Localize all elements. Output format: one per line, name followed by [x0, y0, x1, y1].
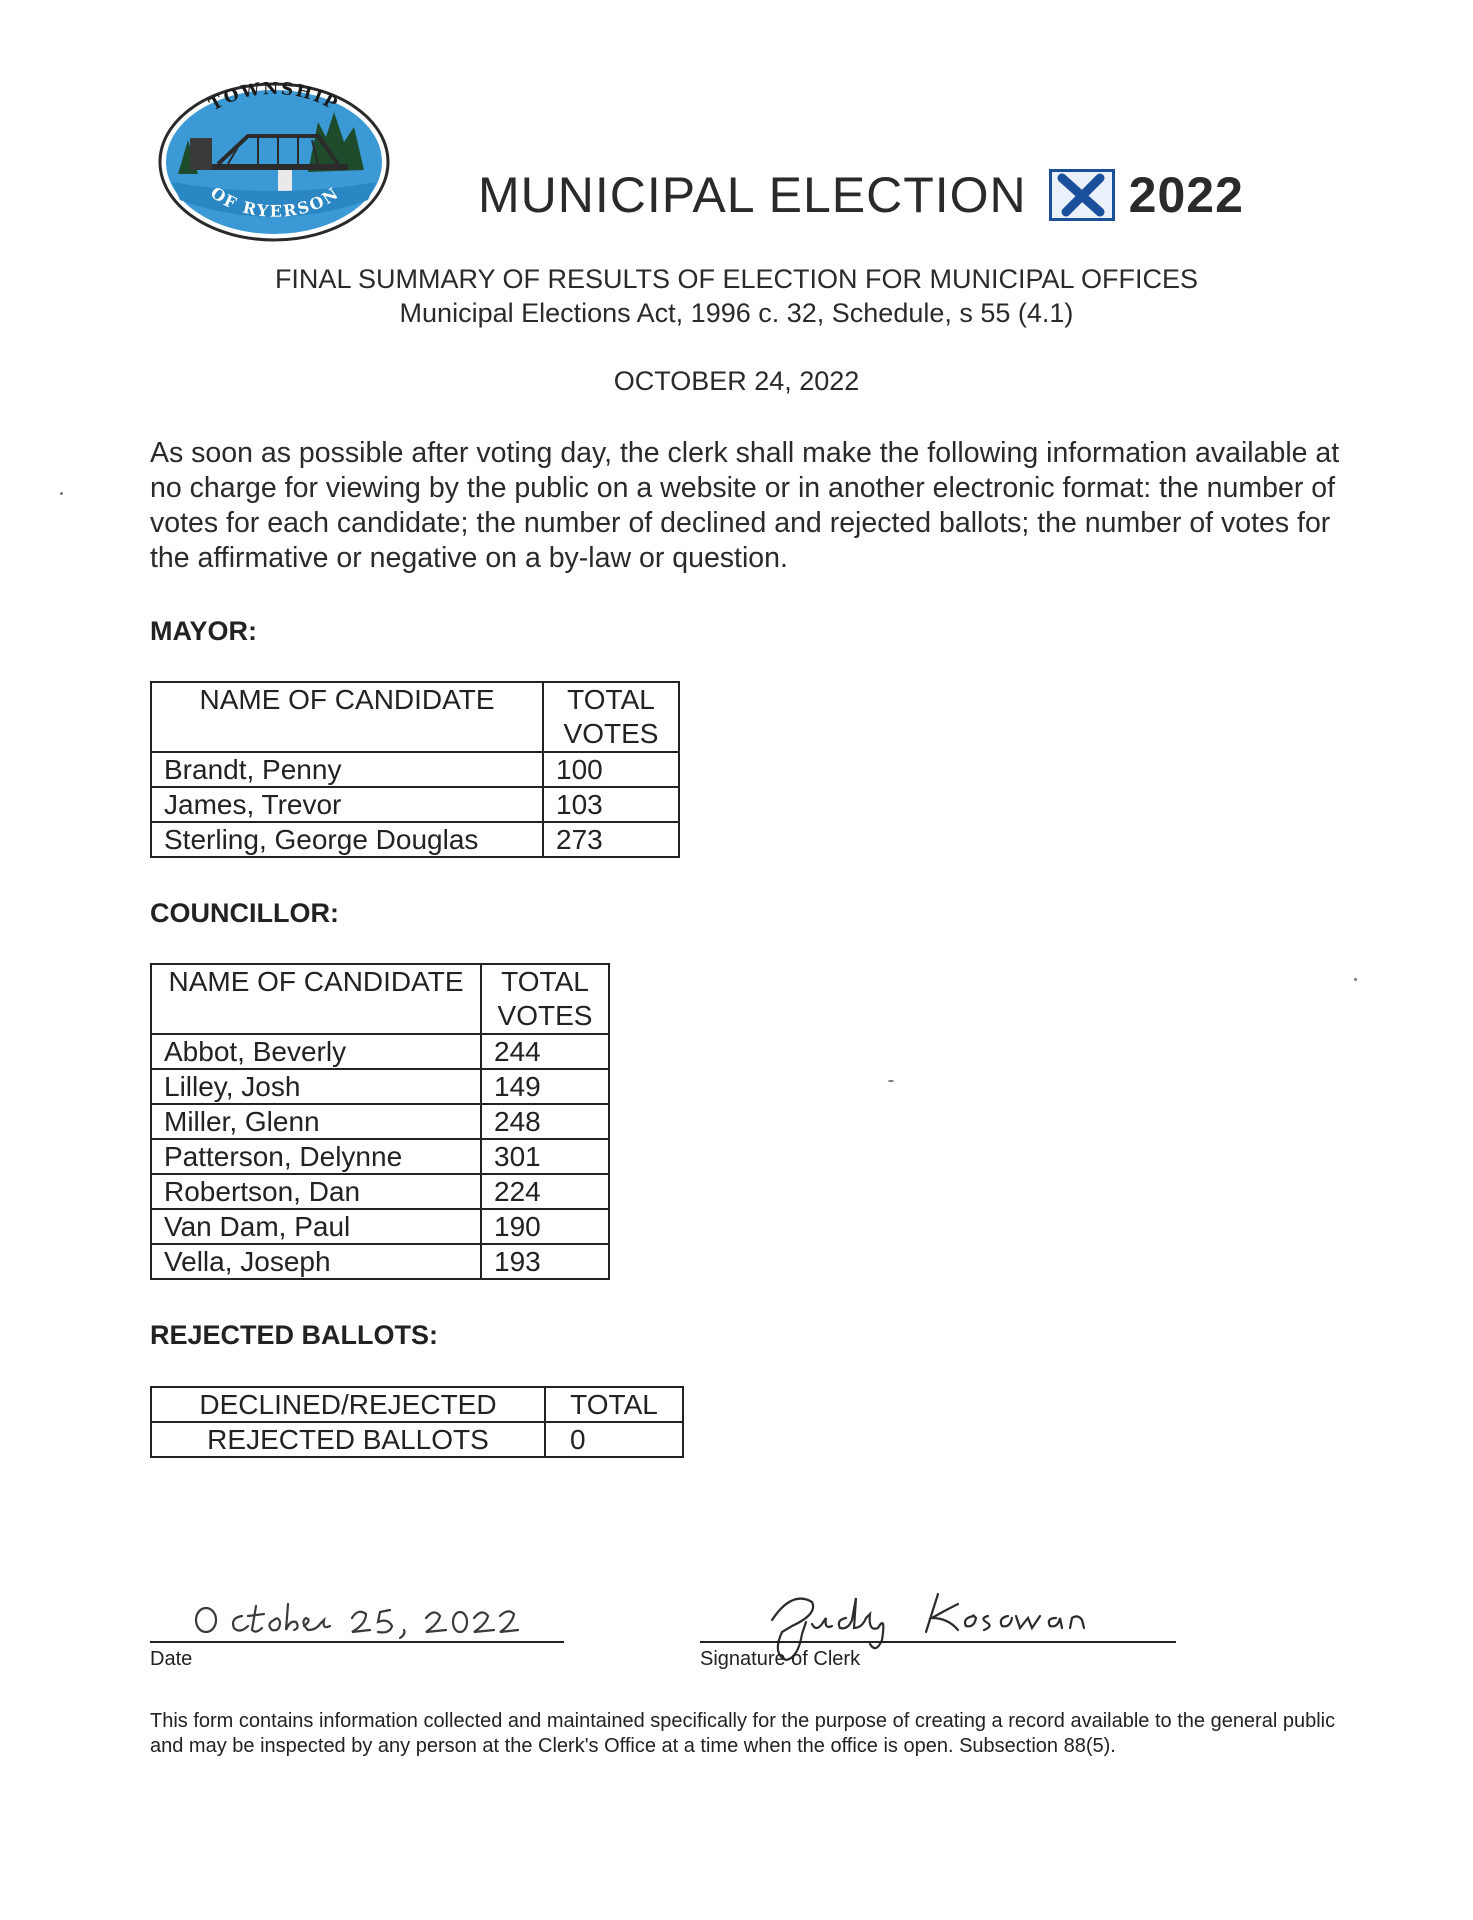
summary-subtitle: Municipal Elections Act, 1996 c. 32, Schedule, s 55 (4.1) — [399, 298, 1074, 328]
date-line — [150, 1641, 564, 1643]
candidate-name: Abbot, Beverly — [151, 1034, 481, 1069]
signature-label: Signature of Clerk — [700, 1648, 861, 1670]
column-header-name: NAME OF CANDIDATE — [151, 682, 543, 752]
table-row — [151, 822, 679, 857]
candidate-name: Sterling, George Douglas — [151, 822, 543, 857]
logo-bottom-text: OF RYERSON — [207, 182, 343, 221]
page-title — [478, 166, 1244, 224]
mayor-results-table — [150, 681, 680, 858]
township-logo — [158, 82, 390, 242]
table-row — [151, 1104, 609, 1139]
table-header-row — [151, 682, 679, 752]
title-text: MUNICIPAL ELECTION — [478, 167, 1027, 223]
logo-top-text: TOWNSHIP — [206, 82, 342, 116]
scan-speck — [888, 1080, 894, 1082]
table-row — [151, 1422, 683, 1457]
summary-title: FINAL SUMMARY OF RESULTS OF ELECTION FOR MUNICIPAL OFFICES — [274, 264, 1199, 294]
candidate-votes: 190 — [481, 1209, 609, 1244]
candidate-name: Lilley, Josh — [151, 1069, 481, 1104]
candidate-votes: 193 — [481, 1244, 609, 1279]
title-year: 2022 — [1128, 167, 1244, 223]
candidate-name: Vella, Joseph — [151, 1244, 481, 1279]
table-row — [151, 787, 679, 822]
candidate-name: Van Dam, Paul — [151, 1209, 481, 1244]
table-header-row — [151, 964, 609, 1034]
scan-speck — [1354, 978, 1357, 981]
councillor-heading: COUNCILLOR: — [150, 898, 339, 928]
candidate-votes: 103 — [543, 787, 679, 822]
candidate-name: Miller, Glenn — [151, 1104, 481, 1139]
candidate-votes: 224 — [481, 1174, 609, 1209]
intro-paragraph: As soon as possible after voting day, the clerk shall make the following information available at no charge for viewing by the public on a website or in another electronic format: the number of votes for each candidate; the number of declined and rejected ballots; the number of votes for the affirmative or negative on a by-law or question. — [150, 437, 1340, 574]
table-row — [151, 1209, 609, 1244]
rejected-ballots-heading: REJECTED BALLOTS: — [150, 1320, 439, 1350]
candidate-name: James, Trevor — [151, 787, 543, 822]
candidate-name: Patterson, Delynne — [151, 1139, 481, 1174]
candidate-votes: 244 — [481, 1034, 609, 1069]
mayor-heading: MAYOR: — [150, 616, 258, 646]
table-row — [151, 1034, 609, 1069]
column-header-votes: TOTAL VOTES — [481, 964, 609, 1034]
candidate-votes: 273 — [543, 822, 679, 857]
rejected-row-label: REJECTED BALLOTS — [151, 1422, 545, 1457]
rejected-row-total: 0 — [545, 1422, 683, 1457]
report-date: OCTOBER 24, 2022 — [613, 366, 860, 396]
table-row — [151, 1069, 609, 1104]
candidate-votes: 301 — [481, 1139, 609, 1174]
candidate-votes: 100 — [543, 752, 679, 787]
column-header-total: TOTAL — [545, 1387, 683, 1422]
signature-line — [700, 1641, 1176, 1643]
column-header-type: DECLINED/REJECTED — [151, 1387, 545, 1422]
date-label: Date — [150, 1648, 193, 1670]
scan-speck — [60, 492, 63, 495]
table-row — [151, 1139, 609, 1174]
rejected-ballots-table — [150, 1386, 684, 1458]
column-header-name: NAME OF CANDIDATE — [151, 964, 481, 1034]
ballot-check-icon — [1049, 169, 1115, 221]
footer-note: This form contains information collected and maintained specifically for the purpose of creating a record available to the general public and may be inspected by any person at the Clerk's Office at a time when the office is open. Subsection 88(5). — [150, 1710, 1336, 1757]
candidate-votes: 149 — [481, 1069, 609, 1104]
councillor-results-table — [150, 963, 610, 1280]
table-row — [151, 1174, 609, 1209]
candidate-name: Brandt, Penny — [151, 752, 543, 787]
table-header-row — [151, 1387, 683, 1422]
candidate-votes: 248 — [481, 1104, 609, 1139]
column-header-votes: TOTAL VOTES — [543, 682, 679, 752]
table-row — [151, 1244, 609, 1279]
candidate-name: Robertson, Dan — [151, 1174, 481, 1209]
table-row — [151, 752, 679, 787]
